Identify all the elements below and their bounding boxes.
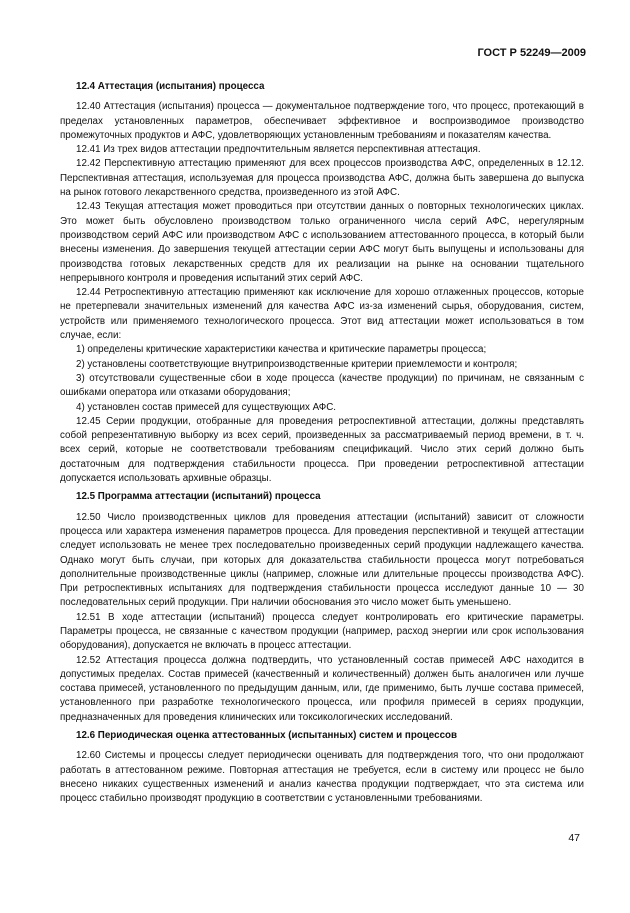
- list-item: 2) установлены соответствующие внутрипроизводственные критерии приемлемости и контроля;: [76, 358, 518, 370]
- list-item: 3) отсутствовали существенные сбои в ходе процесса (качестве продукции) по причинам, не связанным с ошибками оператора или отказами оборудования;: [60, 372, 584, 399]
- paragraph: 12.41 Из трех видов аттестации предпочтительным является перспективная аттестация.: [76, 144, 481, 156]
- paragraph: 12.40 Аттестация (испытания) процесса — документальное подтверждение того, что процесс, протекающий в пределах установленных параметров, обеспечивает эффективное и воспроизводимое производство промежуточных продуктов и АФС, удовлетворяющих установленным требованиям и показателям качества.: [60, 101, 584, 141]
- document-body: [60, 76, 584, 807]
- page-number: 47: [568, 832, 580, 844]
- section-title: 12.5 Программа аттестации (испытаний) процесса: [76, 491, 321, 503]
- paragraph: 12.42 Перспективную аттестацию применяют для всех процессов производства АФС, определенных в 12.12. Перспективная аттестация, используемая для процесса производства АФС, должна быть завершена до выпуска на рынок готового лекарственного средства, произведенного из этой АФС.: [60, 158, 584, 199]
- section-title: 12.4 Аттестация (испытания) процесса: [76, 81, 265, 92]
- paragraph: 12.51 В ходе аттестации (испытаний) процесса следует контролировать его критические параметры. Параметры процесса, не связанные с качеством продукции (например, расход энергии или срок использования оборудования), допускается не включать в процесс аттестации.: [60, 611, 584, 652]
- paragraph: 12.43 Текущая аттестация может проводиться при отсутствии данных о повторных технологических циклах. Это может быть обусловлено производством только ограниченного числа серий АФС, нерегулярным производством серий АФС или производством АФС с использованием аттестованного процесса, в который были внесены изменения. До завершения текущей аттестации серии АФС могут быть выпущены и использованы для производства готовых лекарственных средств для их реализации на рынке на основании тщательного непрерывного контроля и проведения испытаний этих серий АФС.: [60, 201, 584, 284]
- section-title: 12.6 Периодическая оценка аттестованных (испытанных) систем и процессов: [76, 730, 458, 742]
- list-item: 4) установлен состав примесей для существующих АФС.: [76, 401, 337, 413]
- paragraph: 12.52 Аттестация процесса должна подтвердить, что установленный состав примесей АФС находится в допустимых пределах. Состав примесей (качественный и количественный) должен быть аналогичен или лучше состава примесей, установленного по предыдущим данным, или, где применимо, быть лучше состава примесей, установленного при разработке технологического процесса, или профиля примесей в сериях продукции, предназначенных для проведения клинических или токсикологических исследований.: [60, 654, 584, 723]
- paragraph: 12.45 Серии продукции, отобранные для проведения ретроспективной аттестации, должны представлять собой репрезентативную выборку из всех серий, произведенных за рассматриваемый период времени, в т. ч. всех серий, которые не соответствовали требованиям спецификаций. Число этих серий должно быть достаточным для подтверждения стабильности процесса. При проведении ретроспективной аттестации допускается использовать архивные образцы.: [60, 415, 584, 485]
- paragraph: 12.60 Системы и процессы следует периодически оценивать для подтверждения того, что они продолжают работать в аттестованном режиме. Повторная аттестация не требуется, если в систему или процесс не было внесено никаких существенных изменений и анализ качества продукции подтверждает, что эта система или процесс стабильно производят продукцию в соответствии с установленными требованиями.: [60, 750, 584, 805]
- paragraph: 12.50 Число производственных циклов для проведения аттестации (испытаний) зависит от сложности процесса или характера изменения параметров процесса. Для проведения перспективной и текущей аттестации следует использовать не менее трех последовательно произведенных серий продукции надлежащего качества. Однако могут быть случаи, при которых для доказательства стабильности процесса могут потребоваться дополнительные производственные циклы (например, сложные или длительные процессы производства АФС). При ретроспективных испытаниях для подтверждения стабильности процесса исследуют данные 10 — 30 последовательных серий продукции. При наличии обоснования это число может быть уменьшено.: [60, 511, 584, 609]
- paragraph: 12.44 Ретроспективную аттестацию применяют как исключение для хорошо отлаженных процессов, которые не претерпевали значительных изменений для качества АФС из-за изменений сырья, оборудования, систем, устройств или применяемого технологического процесса. Этот вид аттестации может использоваться в том случае, если:: [60, 287, 584, 342]
- standard-header: ГОСТ Р 52249—2009: [477, 47, 586, 59]
- list-item: 1) определены критические характеристики качества и критические параметры процесса;: [76, 344, 487, 356]
